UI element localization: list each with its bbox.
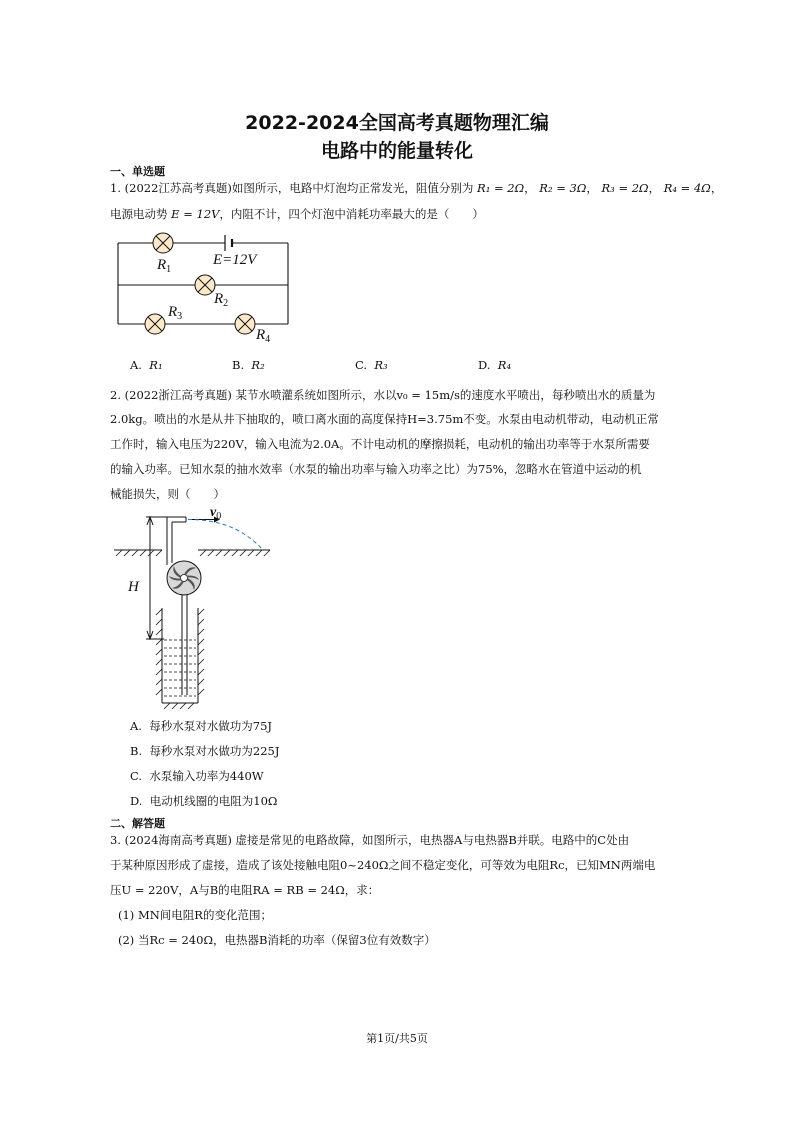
q2-line-5: 械能损失，则（ ） [110, 487, 225, 501]
q1-line-2 [110, 206, 484, 222]
q3-line-2: 于某种原因形成了虚接，造成了该处接触电阻0~240Ω之间不稳定变化，可等效为电阻Rc，已知MN两端电 [110, 858, 656, 872]
q1-r4: R₄ = 4Ω [663, 181, 711, 195]
pump-icon [167, 561, 201, 595]
q1-r3: R₃ = 2Ω [601, 181, 649, 195]
q3-line-1: 3. (2024海南高考真题) 虚接是常见的电路故障，如图所示，电热器A与电热器B并联。电路中的C处由 [110, 833, 630, 847]
label-emf: E=12V [213, 252, 257, 268]
label-v0: $v_0$ [210, 505, 222, 522]
q1-option-b[interactable]: B. R₂ [232, 358, 265, 372]
q2-line-2: 2.0kg。喷出的水是从井下抽取的，喷口离水面的高度保持H=3.75m不变。水泵由电动机带动，电动机正常 [110, 412, 659, 426]
page-subtitle: 电路中的能量转化 [320, 140, 473, 162]
q1-text-a: 如图所示，电路中灯泡均正常发光，阻值分别为 [231, 181, 474, 195]
q2-line-1: 2. (2022浙江高考真题) 某节水喷灌系统如图所示，水以v₀ = 15m/s的速度水平喷出，每秒喷出水的质量为 [110, 388, 656, 402]
water-trajectory [188, 519, 263, 550]
q1-number: 1. [110, 181, 121, 195]
section-heading-answer: 二、解答题 [110, 817, 165, 830]
q1-option-a[interactable]: A. R₁ [130, 358, 163, 372]
bulb-r3-icon [145, 314, 165, 334]
q1-circuit-diagram [110, 228, 300, 350]
q3-line-3: 压U = 220V，A与B的电阻RA = RB = 24Ω，求： [110, 883, 380, 897]
q1-emf: E = 12V [171, 207, 220, 221]
label-r4: $R_4$ [256, 327, 271, 345]
q1-line-1: 1. (2022江苏高考真题)如图所示，电路中灯泡均正常发光，阻值分别为 R₁ = 2Ω， R₂ = 3Ω， R₃ = 2Ω， R₄ = 4Ω， [110, 181, 723, 195]
q3-subquestion-2: (2) 当Rc = 240Ω，电热器B消耗的功率（保留3位有效数字） [118, 933, 436, 947]
page-footer: 第1页/共5页 [366, 1032, 428, 1045]
q2-line-3: 工作时，输入电压为220V，输入电流为2.0A。不计电动机的摩擦损耗，电动机的输出功率等于水泵所需要 [110, 437, 650, 451]
q1-r1: R₁ = 2Ω [477, 181, 525, 195]
label-r1: $R_1$ [157, 257, 172, 275]
label-r2: $R_2$ [214, 291, 229, 309]
bulb-r1-icon [153, 233, 173, 253]
q3-subquestion-1: (1) MN间电阻R的变化范围； [118, 908, 272, 922]
q2-option-d[interactable]: D. 电动机线圈的电阻为10Ω [130, 794, 278, 808]
q1-text-b: 电源电动势 [110, 207, 168, 221]
label-h: H [128, 579, 139, 595]
q2-line-4: 的输入功率。已知水泵的抽水效率（水泵的输出功率与输入功率之比）为75%，忽略水在管道中运动的机 [110, 462, 642, 476]
section-heading-single-choice: 一、单选题 [110, 165, 165, 178]
label-r3: $R_3$ [168, 304, 183, 322]
q2-option-c[interactable]: C. 水泵输入功率为440W [130, 769, 264, 783]
q1-option-c[interactable]: C. R₃ [355, 358, 388, 372]
page-title: 2022-2024全国高考真题物理汇编 [245, 112, 549, 134]
bulb-r2-icon [195, 275, 215, 295]
q1-option-d[interactable]: D. R₄ [478, 358, 512, 372]
q1-text-c: ，内阻不计，四个灯泡中消耗功率最大的是（ ） [219, 207, 484, 221]
q2-pump-diagram [110, 505, 280, 710]
q1-r2: R₂ = 3Ω [539, 181, 587, 195]
q2-option-b[interactable]: B. 每秒水泵对水做功为225J [130, 744, 280, 758]
q2-option-a[interactable]: A. 每秒水泵对水做功为75J [130, 719, 273, 733]
q1-source: (2022江苏高考真题) [124, 181, 232, 195]
bulb-r4-icon [235, 314, 255, 334]
